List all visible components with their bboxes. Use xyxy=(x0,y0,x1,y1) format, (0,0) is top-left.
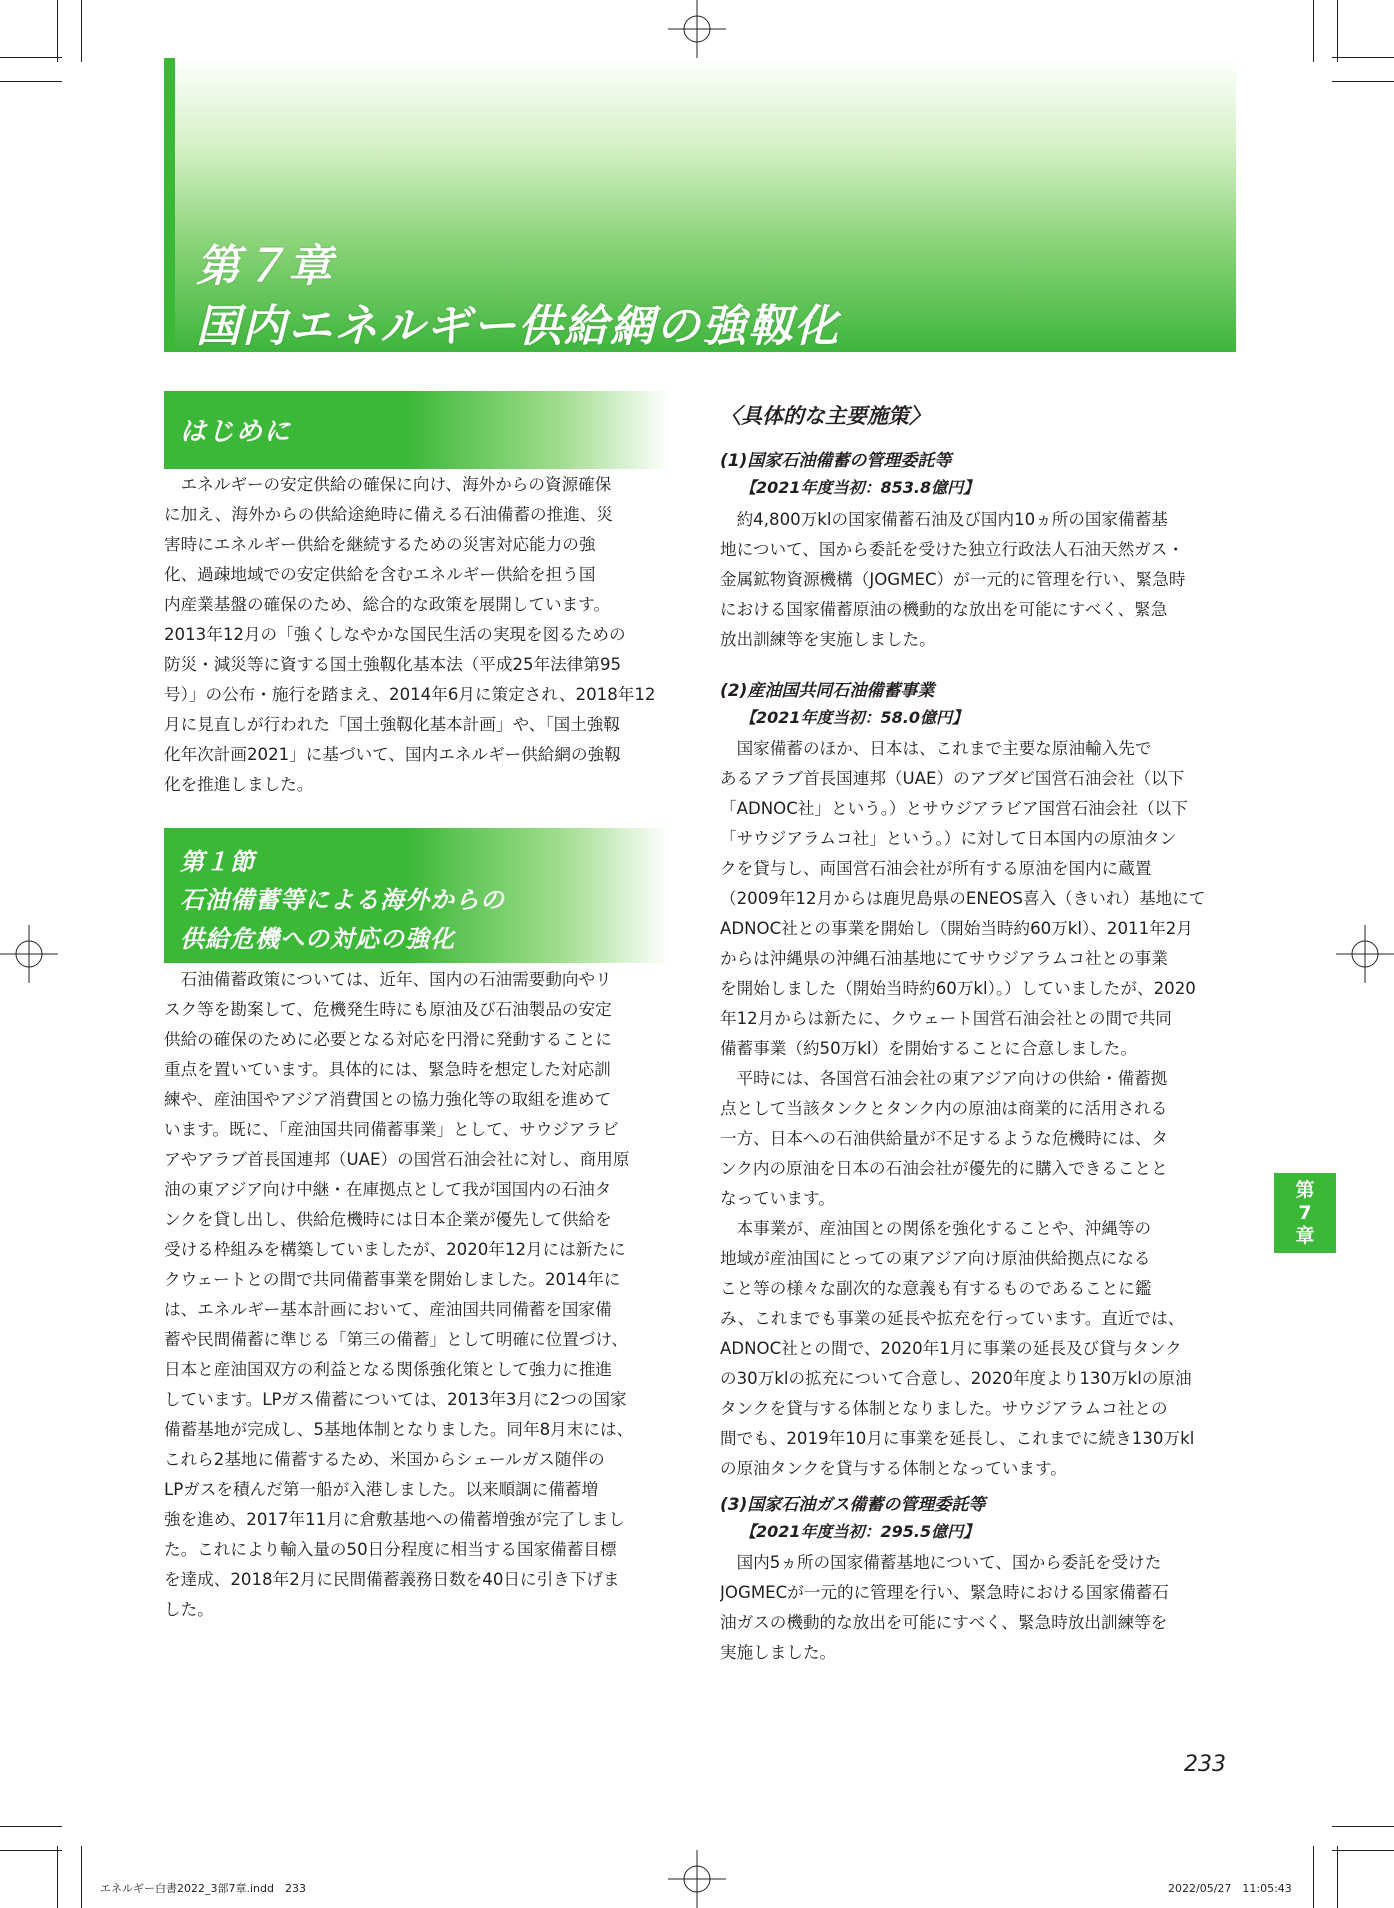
section-title-line: 供給危機への対応の強化 xyxy=(180,925,455,953)
text-line: に加え、海外からの供給途絶時に備える石油備蓄の推進、災 xyxy=(164,505,614,524)
text-line: 平時には、各国営石油会社の東アジア向けの供給・備蓄拠 xyxy=(720,1069,1168,1088)
section-number: 第１節 xyxy=(180,848,255,876)
text-line: 害時にエネルギー供給を継続するための災害対応能力の強 xyxy=(164,535,596,554)
text-line: 備蓄基地が完成し、5基地体制となりました。同年8月末には、 xyxy=(164,1420,634,1439)
crop-mark xyxy=(0,1850,62,1851)
text-line: 年12月からは新たに、クウェート国営石油会社との間で共同 xyxy=(720,1009,1172,1028)
intro-heading xyxy=(164,391,670,469)
item-budget: 【2021年度当初：295.5億円】 xyxy=(740,1522,980,1541)
text-line: います。既に、「産油国共同備蓄事業」として、サウジアラビ xyxy=(164,1120,619,1139)
crop-mark xyxy=(1332,81,1394,82)
crop-mark xyxy=(1332,1826,1394,1827)
crop-mark xyxy=(1313,1846,1314,1908)
text-line: は、エネルギー基本計画において、産油国共同備蓄を国家備 xyxy=(164,1300,612,1319)
text-line: クウェートとの間で共同備蓄事業を開始しました。2014年に xyxy=(164,1270,621,1289)
text-line: 国内5ヵ所の国家備蓄基地について、国から委託を受けた xyxy=(720,1553,1162,1572)
text-line: 地について、国から委託を受けた独立行政法人石油天然ガス・ xyxy=(720,540,1184,559)
item-body xyxy=(720,505,1226,655)
text-line: 実施しました。 xyxy=(720,1643,837,1662)
text-line: （2009年12月からは鹿児島県のENEOS喜入（きいれ）基地にて xyxy=(720,889,1206,908)
text-line: 日本と産油国双方の利益となる関係強化策として強力に推進 xyxy=(164,1360,613,1379)
text-line: クを貸与し、両国営石油会社が所有する原油を国内に蔵置 xyxy=(720,859,1152,878)
item-title: (3)国家石油ガス備蓄の管理委託等 xyxy=(720,1495,986,1515)
tab-char: 7 xyxy=(1298,1202,1312,1224)
crop-mark xyxy=(0,1826,62,1827)
item-budget: 【2021年度当初：58.0億円】 xyxy=(740,708,969,727)
text-line: 放出訓練等を実施しました。 xyxy=(720,630,936,649)
text-line: これら2基地に備蓄するため、米国からシェールガス随伴の xyxy=(164,1450,605,1469)
item-body xyxy=(720,1548,1226,1668)
page-number: 233 xyxy=(1184,1752,1226,1777)
text-line: 本事業が、産油国との関係を強化することや、沖縄等の xyxy=(720,1219,1152,1238)
text-line: を達成、2018年2月に民間備蓄義務日数を40日に引き下げま xyxy=(164,1570,620,1589)
chapter-banner xyxy=(164,58,1236,352)
tab-char: 章 xyxy=(1295,1225,1315,1247)
text-line: た。これにより輸入量の50日分程度に相当する国家備蓄目標 xyxy=(164,1540,617,1559)
registration-mark-icon xyxy=(668,1850,726,1908)
text-line: からは沖縄県の沖縄石油基地にてサウジアラムコ社との事業 xyxy=(720,949,1168,968)
text-line: 月に見直しが行われた「国土強靱化基本計画」や、「国土強靱 xyxy=(164,715,620,734)
text-line: 化年次計画2021」に基づいて、国内エネルギー供給網の強靱 xyxy=(164,745,621,764)
text-line: 重点を置いています。具体的には、緊急時を想定した対応訓 xyxy=(164,1060,611,1079)
section1-body xyxy=(164,965,670,1625)
text-line: 国家備蓄のほか、日本は、これまで主要な原油輸入先で xyxy=(720,739,1152,758)
text-line: こと等の様々な副次的な意義も有するものであることに鑑 xyxy=(720,1279,1152,1298)
text-line: 間でも、2019年10月に事業を延長し、これまでに続き130万kl xyxy=(720,1429,1195,1448)
text-line: ンクを貸し出し、供給危機時には日本企業が優先して供給を xyxy=(164,1210,612,1229)
text-line: 油の東アジア向け中継・在庫拠点として我が国国内の石油タ xyxy=(164,1180,612,1199)
footer-timestamp: 2022/05/27 11:05:43 xyxy=(1168,1882,1292,1895)
text-line: 化を推進しました。 xyxy=(164,775,314,794)
text-line: した。 xyxy=(164,1600,214,1619)
registration-mark-icon xyxy=(668,0,726,58)
text-line: JOGMECが一元的に管理を行い、緊急時における国家備蓄石 xyxy=(720,1583,1169,1602)
crop-mark xyxy=(1332,1850,1394,1851)
text-line: 蓄や民間備蓄に準じる「第三の備蓄」として明確に位置づけ、 xyxy=(164,1330,628,1349)
text-line: ADNOC社との事業を開始し（開始当時約60万kl）、2011年2月 xyxy=(720,919,1193,938)
crop-mark xyxy=(81,0,82,62)
crop-mark xyxy=(1337,0,1338,62)
text-line: 「ADNOC社」という。）とサウジアラビア国営石油会社（以下 xyxy=(720,799,1188,818)
text-line: を開始しました（開始当時約60万kl）。）していましたが、2020 xyxy=(720,979,1196,998)
section-title-line: 石油備蓄等による海外からの xyxy=(180,886,505,914)
text-line: 強を進め、2017年11月に倉敷基地への備蓄増強が完了しまし xyxy=(164,1510,625,1529)
text-line: 金属鉱物資源機構（JOGMEC）が一元的に管理を行い、緊急時 xyxy=(720,570,1186,589)
chapter-title: 国内エネルギー供給網の強靱化 xyxy=(196,301,840,352)
text-line: スク等を勘案して、危機発生時にも原油及び石油製品の安定 xyxy=(164,1000,612,1019)
registration-mark-icon xyxy=(1336,925,1394,983)
text-line: の原油タンクを貸与する体制となっています。 xyxy=(720,1459,1067,1478)
text-line: 地域が産油国にとっての東アジア向け原油供給拠点になる xyxy=(720,1249,1151,1268)
section1-heading xyxy=(164,828,670,963)
text-line: 号）」の公布・施行を踏まえ、2014年6月に策定され、2018年12 xyxy=(164,685,656,704)
crop-mark xyxy=(1313,0,1314,62)
footer-file-info: エネルギー白書2022_3部7章.indd 233 xyxy=(100,1882,306,1895)
text-line: アやアラブ首長国連邦（UAE）の国営石油会社に対し、商用原 xyxy=(164,1150,630,1169)
item-title: (2)産油国共同石油備蓄事業 xyxy=(720,681,935,701)
text-line: 化、過疎地域での安定供給を含むエネルギー供給を担う国 xyxy=(164,565,596,584)
text-line: なっています。 xyxy=(720,1189,835,1208)
text-line: 備蓄事業（約50万kl）を開始することに合意しました。 xyxy=(720,1039,1137,1058)
chapter-number: 第７章 xyxy=(196,241,334,292)
text-line: 石油備蓄政策については、近年、国内の石油需要動向やリ xyxy=(164,970,612,989)
crop-mark xyxy=(0,81,62,82)
text-line: 練や、産油国やアジア消費国との協力強化等の取組を進めて xyxy=(164,1090,612,1109)
intro-body xyxy=(164,470,670,800)
text-line: 油ガスの機動的な放出を可能にすべく、緊急時放出訓練等を xyxy=(720,1613,1168,1632)
text-line: 一方、日本への石油供給量が不足するような危機時には、タ xyxy=(720,1129,1169,1148)
text-line: み、これまでも事業の延長や拡充を行っています。直近では、 xyxy=(720,1309,1185,1328)
crop-mark xyxy=(1332,57,1394,58)
text-line: 内産業基盤の確保のため、総合的な政策を展開しています。 xyxy=(164,595,611,614)
text-line: 「サウジアラムコ社」という。）に対して日本国内の原油タン xyxy=(720,829,1177,848)
item-body xyxy=(720,734,1226,1484)
text-line: ADNOC社との間で、2020年1月に事業の延長及び貸与タンク xyxy=(720,1339,1182,1358)
text-line: LPガスを積んだ第一船が入港しました。以来順調に備蓄増 xyxy=(164,1480,599,1499)
crop-mark xyxy=(0,57,62,58)
registration-mark-icon xyxy=(0,925,58,983)
text-line: 供給の確保のために必要となる対応を円滑に発動することに xyxy=(164,1030,613,1049)
crop-mark xyxy=(1337,1846,1338,1908)
text-line: 2013年12月の「強くしなやかな国民生活の実現を図るための xyxy=(164,625,626,644)
chapter-side-tab xyxy=(1274,1173,1336,1253)
intro-heading-text: はじめに xyxy=(180,417,293,447)
text-line: 点として当該タンクとタンク内の原油は商業的に活用される xyxy=(720,1099,1168,1118)
text-line: タンクを貸与する体制となりました。サウジアラムコ社との xyxy=(720,1399,1168,1418)
item-budget: 【2021年度当初：853.8億円】 xyxy=(740,478,980,497)
item-title: (1)国家石油備蓄の管理委託等 xyxy=(720,451,952,471)
measures-heading: 〈具体的な主要施策〉 xyxy=(720,404,930,428)
text-line: エネルギーの安定供給の確保に向け、海外からの資源確保 xyxy=(164,475,612,494)
crop-mark xyxy=(81,1846,82,1908)
tab-char: 第 xyxy=(1295,1179,1315,1201)
crop-mark xyxy=(57,0,58,62)
text-line: における国家備蓄原油の機動的な放出を可能にすべく、緊急 xyxy=(720,600,1168,619)
crop-mark xyxy=(57,1846,58,1908)
banner-accent-bar xyxy=(164,58,175,352)
text-line: ンク内の原油を日本の石油会社が優先的に購入できることと xyxy=(720,1159,1168,1178)
text-line: の30万klの拡充について合意し、2020年度より130万klの原油 xyxy=(720,1369,1192,1388)
text-line: 約4,800万klの国家備蓄石油及び国内10ヵ所の国家備蓄基 xyxy=(720,510,1168,529)
text-line: 防災・減災等に資する国土強靱化基本法（平成25年法律第95 xyxy=(164,655,622,674)
text-line: あるアラブ首長国連邦（UAE）のアブダビ国営石油会社（以下 xyxy=(720,769,1185,788)
text-line: しています。LPガス備蓄については、2013年3月に2つの国家 xyxy=(164,1390,627,1409)
text-line: 受ける枠組みを構築していましたが、2020年12月には新たに xyxy=(164,1240,626,1259)
